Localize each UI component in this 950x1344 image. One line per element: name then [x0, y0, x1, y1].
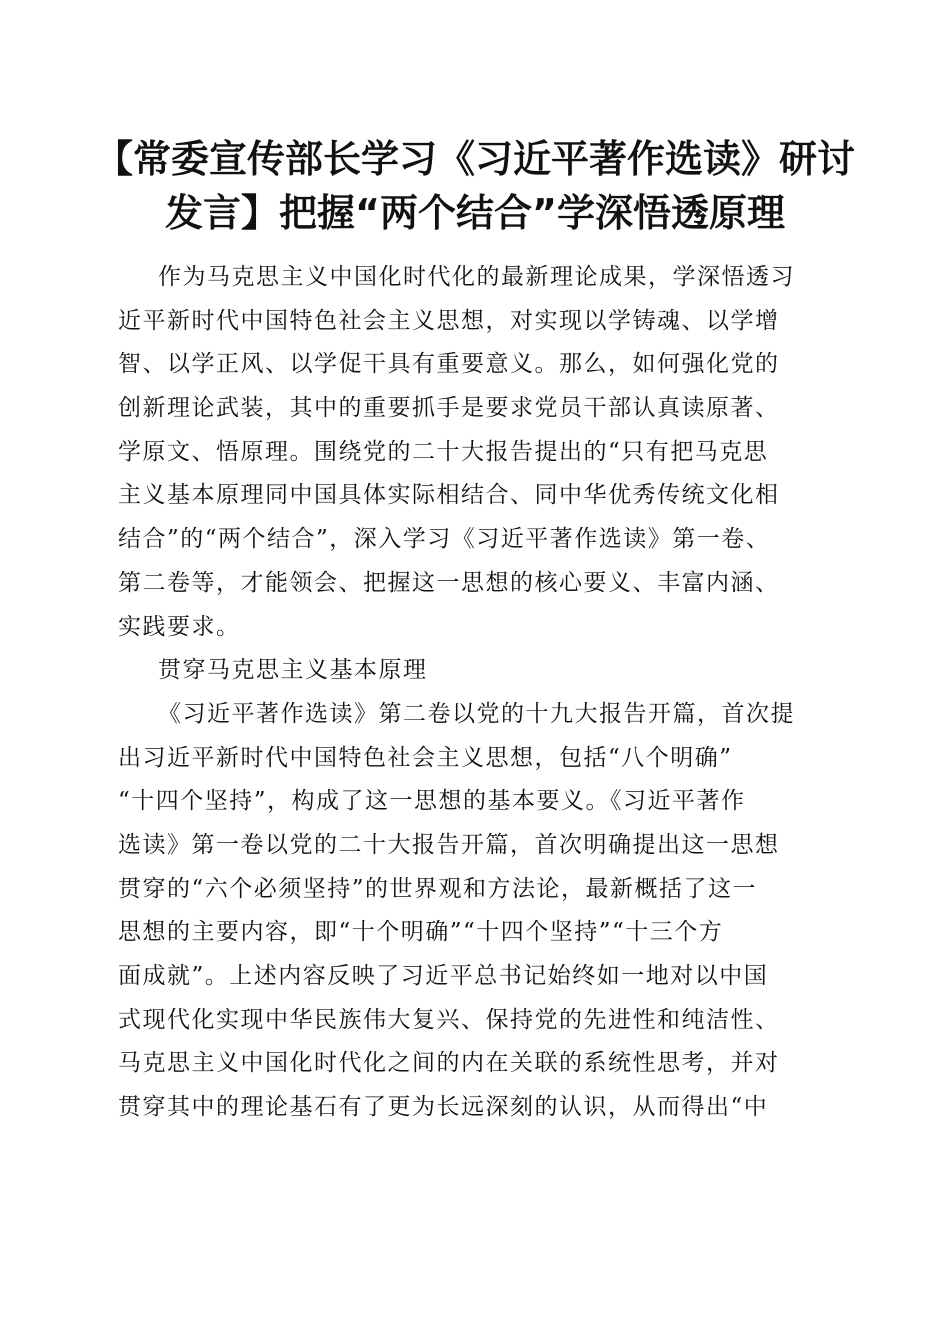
paragraph-line: 式现代化实现中华民族伟大复兴、保持党的先进性和纯洁性、: [118, 1006, 780, 1033]
paragraph-line: 作为马克思主义中国化时代化的最新理论成果，学深悟透习: [158, 264, 795, 290]
paragraph-line: 面成就”。上述内容反映了习近平总书记始终如一地对以中国: [118, 963, 769, 989]
section-heading: 贯穿马克思主义基本原理: [158, 657, 428, 684]
paragraph-line: “十四个坚持”，构成了这一思想的基本要义。《习近平著作: [118, 788, 746, 815]
document-body: [118, 256, 838, 1130]
paragraph-line: 近平新时代中国特色社会主义思想，对实现以学铸魂、以学增: [118, 307, 780, 334]
title-line-2: 发言】把握“两个结合”学深悟透原理: [165, 191, 785, 235]
document-title: [95, 132, 855, 240]
paragraph-line: 贯穿的“六个必须坚持”的世界观和方法论，最新概括了这一: [118, 875, 758, 902]
paragraph-line: 主义基本原理同中国具体实际相结合、同中华优秀传统文化相: [118, 482, 780, 509]
paragraph-line: 贯穿其中的理论基石有了更为长远深刻的认识，从而得出“中: [118, 1094, 769, 1121]
paragraph-line: 出习近平新时代中国特色社会主义思想，包括“八个明确”: [118, 744, 733, 771]
paragraph-line: 学原文、悟原理。围绕党的二十大报告提出的“只有把马克思: [118, 438, 769, 465]
paragraph-line: 选读》第一卷以党的二十大报告开篇，首次明确提出这一思想: [118, 831, 780, 858]
paragraph-line: 思想的主要内容，即“十个明确”“十四个坚持”“十三个方: [118, 919, 724, 946]
paragraph-line: 第二卷等，才能领会、把握这一思想的核心要义、丰富内涵、: [118, 569, 780, 596]
title-line-1: 【常委宣传部长学习《习近平著作选读》研讨: [95, 137, 856, 181]
paragraph-line: 智、以学正风、以学促干具有重要意义。那么，如何强化党的: [118, 351, 780, 378]
paragraph-line: 《习近平著作选读》第二卷以党的十九大报告开篇，首次提: [158, 700, 795, 727]
paragraph-line: 马克思主义中国化时代化之间的内在关联的系统性思考，并对: [118, 1050, 780, 1077]
paragraph-line: 实践要求。: [118, 613, 241, 640]
paragraph-line: 创新理论武装，其中的重要抓手是要求党员干部认真读原著、: [118, 395, 780, 422]
paragraph-line: 结合”的“两个结合”，深入学习《习近平著作选读》第一卷、: [118, 526, 771, 553]
